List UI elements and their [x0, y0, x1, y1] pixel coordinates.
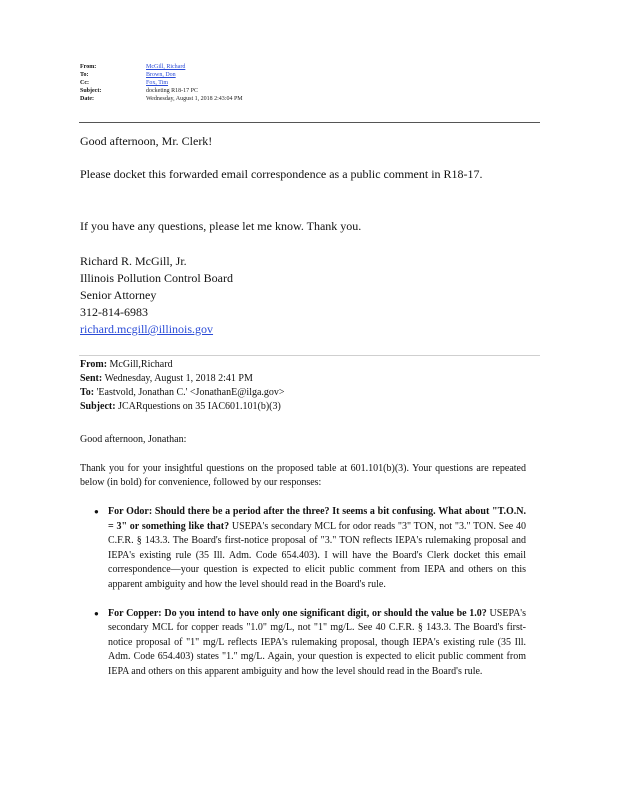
odor-question: For Odor: Should there be a period after the three? It seems a bit confusing. What about "T.O.N. = 3" or something like that? — [108, 506, 526, 532]
list-item — [94, 607, 526, 680]
forward-divider — [79, 355, 540, 356]
signature-email-link[interactable]: richard.mcgill@illinois.gov — [80, 322, 214, 336]
fwd-greeting: Good afternoon, Jonathan: — [80, 434, 187, 445]
signature-name: Richard R. McGill, Jr. — [80, 254, 187, 268]
date-value: Wednesday, August 1, 2018 2:43:04 PM — [146, 96, 243, 102]
cc-label: Cc: — [80, 80, 89, 86]
question-list — [94, 505, 526, 680]
fwd-to-value: 'Eastvold, Jonathan C.' <JonathanE@ilga.gov> — [96, 387, 285, 398]
list-item — [94, 505, 526, 593]
forwarded-header — [80, 358, 285, 414]
bullet-icon: ● — [94, 608, 99, 618]
docket-request: Please docket this forwarded email correspondence as a public comment in R18-17. — [80, 167, 483, 181]
from-label: From: — [80, 64, 97, 70]
copper-question: For Copper: Do you intend to have only one significant digit, or should the value be 1.0? — [108, 607, 487, 619]
fwd-subject-label: Subject: — [80, 401, 116, 412]
fwd-from-label: From: — [80, 359, 108, 370]
signature-organization: Illinois Pollution Control Board — [80, 271, 234, 285]
fwd-from-value: McGill,Richard — [109, 359, 173, 370]
signature-phone: 312-814-6983 — [80, 305, 148, 319]
to-label: To: — [80, 72, 89, 78]
copper-answer: USEPA's secondary MCL for copper reads "1.0" mg/L, not "1" mg/L. See 40 C.F.R. § 143.3. The Board's first-notice proposal of "1" mg/L reflects IEPA's rulemaking proposal, though IEPA's existing rule (35 Ill. Adm. Code 654.403) states "1." mg/L. Again, your question is expected to elicit public comment from IEPA and others on this apparent ambiguity and how the level should read in the Board's rule. — [108, 607, 526, 677]
subject-label: Subject: — [80, 88, 102, 94]
questions-line: If you have any questions, please let me know. Thank you. — [80, 219, 362, 233]
email-header — [80, 63, 243, 103]
fwd-sent-value: Wednesday, August 1, 2018 2:41 PM — [104, 373, 253, 384]
fwd-sent-label: Sent: — [80, 373, 103, 384]
subject-value: docketing R18-17 PC — [146, 88, 198, 94]
greeting: Good afternoon, Mr. Clerk! — [80, 134, 213, 148]
odor-answer: USEPA's secondary MCL for odor reads "3" TON, not "3." TON. See 40 C.F.R. § 143.3. The Board's first-notice proposal of "3." TON reflects IEPA's rulemaking proposal and IEPA's existing rule (35 Ill. Adm. Code 654.403). I will have the Board's Clerk docket this email correspondence—your question is expected to elicit public comment from IEPA and others on this apparent ambiguity and how the level should read in the Board's rule. — [108, 520, 526, 590]
bullet-icon: ● — [94, 507, 99, 516]
fwd-to-label: To: — [80, 387, 95, 398]
signature-block — [80, 253, 526, 338]
fwd-subject-value: JCARquestions on 35 IAC601.101(b)(3) — [118, 401, 281, 412]
from-value[interactable]: McGill, Richard — [146, 64, 186, 70]
date-label: Date: — [80, 96, 94, 102]
to-value[interactable]: Brown, Don — [146, 72, 176, 78]
cc-value[interactable]: Fox, Tim — [146, 80, 169, 86]
header-divider — [79, 122, 540, 123]
signature-title: Senior Attorney — [80, 288, 157, 302]
fwd-intro: Thank you for your insightful questions on the proposed table at 601.101(b)(3). Your questions are repeated below (in bold) for convenience, followed by our responses: — [80, 463, 526, 488]
